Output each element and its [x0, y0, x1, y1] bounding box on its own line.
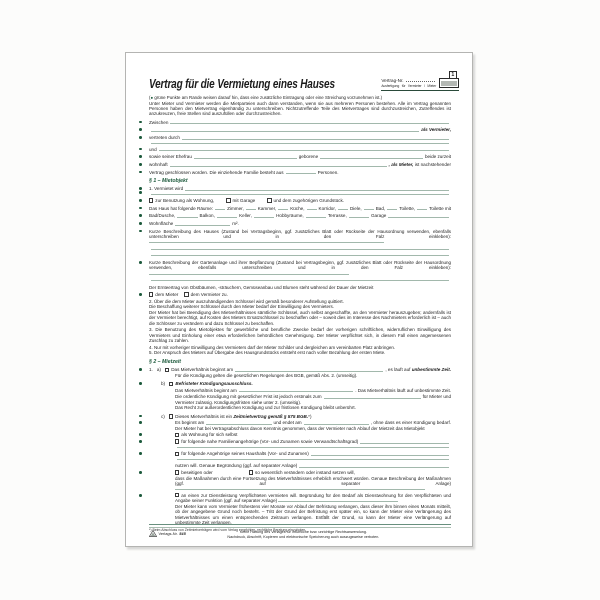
form-row-wohnflaeche	[149, 221, 451, 226]
page-number: 1	[451, 72, 455, 78]
fold-mark	[125, 301, 126, 302]
footer-disclaimer	[186, 530, 451, 540]
fill-blank[interactable]	[387, 209, 397, 210]
green-margin-dot-icon	[139, 191, 142, 194]
fill-blank[interactable]	[170, 123, 449, 124]
checkbox[interactable]	[175, 433, 179, 437]
label-room: Zimmer,	[227, 205, 244, 211]
checkbox[interactable]	[184, 292, 188, 296]
footnote: *) Beim Abschluss von Zeitmietverträgen wird vom Verlag empfohlen, rechtliche Beratung einzuholen.	[149, 527, 307, 532]
fill-blank[interactable]	[170, 166, 387, 167]
fill-blank[interactable]	[177, 217, 197, 218]
intro-paragraph: Unter Mieter und Vermieter werden die Mietparteien auch dann verstanden, wenn sie aus mehreren Personen bestehen. Alle im Vertrag genannten Personen haben den Mietvertrag eigenhändig zu unterschreiben. Nichtzutreffende Teile des Mietvertrages sind durchzustreichen, Zutreffendes ist anzukreuzen, freie Stellen sind auszufüllen oder durchzustreichen.	[149, 100, 451, 116]
fill-blank[interactable]	[151, 143, 449, 144]
label-room: Garage	[370, 213, 387, 219]
form-row-ehefrau	[149, 154, 451, 159]
form-row-und	[149, 147, 451, 152]
label-raeume-intro: Das Haus hat folgende Räume:	[149, 205, 214, 211]
fill-blank[interactable]	[417, 209, 427, 210]
label-zwischen: Zwischen	[149, 119, 169, 125]
green-margin-dot-icon	[139, 136, 142, 139]
form-row-continuation	[149, 143, 451, 145]
checkbox[interactable]	[149, 292, 153, 296]
fill-blank[interactable]	[304, 424, 369, 425]
form-row-wohnhaft	[149, 162, 451, 167]
paragraph-2c3: Der Mieter hat bei Vertragsabschluss davon Kenntnis genommen, dass der Vermieter nach Ablauf der Mietzeit das Mietobjekt	[175, 425, 425, 431]
fill-blank[interactable]	[177, 459, 449, 460]
paragraph-schluss: Der Mieter kann vom Vermieter frühestens vier Monate vor Ablauf der Befristung verlangen, dass dieser ihm binnen eines Monats mitteilt, ob der angegebene Grund noch besteht. – Tritt der Grund der Befristung erst später ein, so kann der Mieter eine Verlängerung des Mietverhältnisses um einen entsprechenden Zeitraum verlangen. Entfällt der Grund, so kann der Mieter eine Verlängerung auf unbestimmte Zeit verlangen.	[175, 504, 451, 525]
fill-blank[interactable]	[151, 131, 419, 132]
label-room: Terrasse,	[327, 213, 347, 219]
fill-blank[interactable]	[299, 467, 449, 468]
green-margin-dot-icon	[139, 433, 142, 436]
fill-blank[interactable]	[159, 150, 449, 151]
page-card-bar	[441, 81, 457, 86]
paragraph-2c: Der Mieter hat bei Beendigung des Mietverhältnisses sämtliche Schlüssel, auch selbst angeschaffte, an den Vermieter herauszugeben; andernfalls ist der Vermieter berechtigt, auf Kosten des Mieters Ersatzschlüssel zu beschaffen oder – soweit dies im Interesse des Nachmieters erforderlich ist – auch die Schlösser zu verändern und dazu Schlüssel zu beschaffen.	[149, 310, 451, 326]
green-margin-dot-icon	[139, 421, 142, 424]
green-margin-dot-icon	[139, 494, 142, 497]
label-nutzung-wohnung: zur Benutzung als Wohnung,	[155, 197, 215, 203]
label-b2: Die ordentliche Kündigung mit gesetzlicher Frist ist jedoch erstmals zum	[175, 394, 322, 400]
page-title: Vertrag für die Vermietung eines Hauses	[149, 77, 335, 91]
fill-blank[interactable]	[177, 447, 449, 448]
form-row-2a	[149, 367, 451, 372]
form-row-nutzen	[149, 463, 451, 468]
label-geborene: geborene	[298, 154, 319, 160]
form-row-continuation	[149, 194, 451, 196]
label-als-vermieter: als Vermieter,	[421, 127, 451, 133]
fill-blank[interactable]	[194, 158, 297, 159]
label-nachstehender: ist nachstehender	[414, 161, 451, 167]
paragraph-2a-sub: Für die Kündigung gelten die gesetzlichen Regelungen des BGB, gemäß Abs. 2. (umseitig).	[175, 372, 358, 378]
label-beide-zurzeit: beide zurzeit	[424, 154, 451, 160]
fill-blank[interactable]	[306, 217, 326, 218]
green-margin-dot-icon	[139, 187, 142, 190]
label-vertreten-durch: vertreten durch	[149, 134, 180, 140]
label-room: Kammer,	[257, 205, 277, 211]
green-margin-dot-icon	[139, 171, 142, 174]
fill-blank[interactable]	[206, 424, 271, 425]
label-ohne-kuendigung: , ohne dass es einer Kündigung bedarf.	[370, 420, 451, 426]
label-beginn-a: Das Mietverhältnis beginnt am	[171, 366, 234, 372]
fill-blank[interactable]	[151, 249, 449, 250]
form-row-ernte-choice	[149, 292, 451, 297]
form-row-vertreten	[149, 135, 451, 140]
form-row-continuation	[149, 459, 451, 461]
fill-blank[interactable]	[175, 225, 230, 226]
paragraph-2b4: Das Recht zur außerordentlichen Kündigung und zur fristlosen Kündigung bleibt unberührt.	[175, 405, 356, 411]
form-row-nutzung	[149, 198, 451, 203]
fill-blank[interactable]	[278, 498, 398, 502]
page-card-body	[439, 78, 459, 89]
fill-blank[interactable]	[185, 190, 449, 191]
opt5-text: an einen zur Dienstleistung Verpflichteten vermieten will. Begründung für den Bedarf als Dienstwohnung für den Verpflichteten und Angabe seiner Funktion (ggf. auf separater Anlage)	[175, 492, 451, 504]
label-befristeter-ausschluss: Befristeter Kündigungsausschluss.	[175, 380, 253, 386]
label-room: Diele,	[349, 205, 362, 211]
form-row-2c2	[149, 420, 451, 425]
label-und: und	[149, 146, 157, 152]
label-opt4b: so wesentlich verändern oder instand setzen will,	[255, 469, 355, 475]
form-row-zwischen	[149, 120, 451, 125]
label-room: Korridor,	[318, 205, 336, 211]
label-opt1: als Wohnung für sich selbst	[181, 432, 238, 438]
checkbox[interactable]	[169, 414, 173, 418]
form-row-familie	[149, 170, 451, 175]
label-1: 1.	[149, 366, 153, 372]
fill-blank[interactable]	[338, 209, 348, 210]
label-dem-vermieter: dem Vermieter zu.	[190, 291, 228, 297]
paragraph-desc-haus	[149, 229, 451, 245]
checkbox[interactable]	[267, 198, 271, 202]
section-1-heading: § 1 – Mietobjekt	[149, 177, 188, 184]
contract-number-label: Vertrag-Nr.	[381, 77, 404, 83]
label-personen: Personen.	[317, 169, 339, 175]
fill-blank[interactable]	[388, 217, 449, 218]
label-qm: m².	[232, 220, 239, 226]
fill-blank[interactable]	[151, 194, 449, 195]
disclaimer-line-1: Keine Haftung des Verlages für irrtümliche bzw. unrichtige Rechtsanwendung.	[239, 530, 367, 535]
disclaimer-line-2: Nachdruck, Abschrift, Kopieren und elektronische Speicherung auch auszugsweise verboten.	[227, 535, 380, 540]
form-row-vermieter	[149, 127, 451, 132]
contract-number-block	[381, 71, 459, 91]
label-grundstueck: und dem zugehörigen Grundstück.	[273, 197, 345, 203]
green-margin-dot-icon	[139, 368, 142, 371]
paragraph-3: 3. Die Benutzung des Mietobjektes für gewerbliche und berufliche Zwecke bedarf der vorherigen schriftlichen, widerruflichen Einwilligung des Vermieters und Einholung einer etwa erforderlichen behördlichen Genehmigung. Der Mieter verpflichtet sich, in diesem Fall einen angemessenen Zuschlag zu zahlen.	[149, 327, 451, 343]
form-row-vermietet	[149, 186, 451, 191]
green-margin-dot-icon: ●	[150, 94, 154, 100]
label-b1-tail: . Das Mietverhältnis läuft auf unbestimmte Zeit.	[355, 387, 451, 393]
label-familie: Vertrag geschlossen worden. Die einziehende Familie besteht aus	[149, 169, 284, 175]
green-margin-dot-icon	[139, 440, 142, 443]
label-b: b)	[161, 380, 166, 386]
fill-blank[interactable]	[278, 209, 288, 210]
green-margin-dot-icon	[139, 452, 142, 455]
checkbox[interactable]	[175, 493, 179, 497]
publisher-block	[149, 530, 186, 537]
fill-blank[interactable]	[364, 209, 374, 210]
form-row-continuation	[149, 447, 451, 449]
label-room: Hobbyräume,	[276, 213, 304, 219]
label-wohnhaft: wohnhaft	[149, 161, 168, 167]
note-open: (	[149, 94, 151, 100]
paragraph-2b3: Vermieter zulässig. Kündigungsfristen siehe unter 2. (umseitig).	[175, 399, 302, 405]
green-margin-dot-icon	[139, 222, 142, 225]
fill-blank[interactable]	[360, 443, 449, 444]
form-row-continuation	[149, 249, 451, 251]
label-als-mieter: , als Mieter,	[388, 161, 414, 167]
label-dem-mieter: dem Mieter	[155, 291, 179, 297]
label-opt3: für folgende Angehörige seines Haushalts (Vor- und Zunamen)	[181, 450, 309, 456]
form-row-rooms-1	[149, 206, 451, 211]
paragraph-desc-garten	[149, 260, 451, 276]
green-margin-dot-icon	[139, 148, 142, 151]
label-unbestimmte-zeit: unbestimmte Zeit.	[411, 366, 451, 372]
fill-blank[interactable]	[311, 455, 449, 456]
label-c: c)	[161, 413, 165, 419]
green-margin-dot-icon	[139, 121, 142, 124]
contract-form-page	[125, 52, 473, 547]
green-margin-dot-icon	[139, 207, 142, 210]
label-und-endet: und endet am	[273, 420, 302, 426]
desc-haus-text: Kurze Beschreibung des Hauses (Zustand bei Vertragsbeginn, ggf. zusätzliches Blatt oder Rückseite der Hausordnung verwenden, ebenfalls unterschreiben und in den Falz einkleben):	[149, 228, 451, 239]
fill-blank[interactable]	[215, 209, 225, 210]
page-footer	[149, 524, 451, 540]
fill-blank[interactable]	[286, 173, 316, 174]
fill-blank[interactable]	[235, 371, 383, 372]
green-margin-dot-icon	[139, 230, 142, 233]
label-es-beginnt: Es beginnt am	[175, 420, 205, 426]
label-opt2: für folgende nahe Familienangehörige (Vor- und Zunamen sowie Verwandtschaftsgrad)	[181, 438, 359, 444]
fill-blank[interactable]	[320, 158, 423, 159]
copy-for-label: Ausfertigung für Vermieter / Mieter	[381, 84, 437, 88]
green-margin-dot-icon	[139, 293, 142, 296]
page-header	[149, 67, 455, 91]
checkbox[interactable]	[149, 198, 153, 202]
label-room: Toilette mit	[429, 205, 452, 211]
label-c-text: Dieses Mietverhältnis ist ein	[175, 413, 233, 419]
checkbox[interactable]	[165, 368, 169, 372]
green-margin-dot-icon	[139, 128, 142, 131]
fill-blank[interactable]	[151, 255, 449, 256]
green-margin-dot-icon	[139, 261, 142, 264]
fill-blank[interactable]	[246, 209, 256, 210]
fill-blank[interactable]	[254, 217, 274, 218]
fill-blank[interactable]	[217, 217, 237, 218]
label-room: Bad,	[375, 205, 386, 211]
green-dot-note	[149, 95, 451, 100]
form-row-opt2	[149, 439, 451, 444]
fill-blank[interactable]	[182, 139, 449, 140]
label-room: Toilette,	[399, 205, 416, 211]
paragraph-ernte: Der Ernteertrag von Obstbäumen, -sträuchern, Gemüseanbau und Blumen steht während der Dauer der Mietzeit	[149, 285, 374, 291]
label-a-tail: , es läuft auf	[385, 366, 411, 372]
verlag-number: 545	[179, 531, 186, 537]
label-a: a)	[156, 366, 161, 372]
fill-blank[interactable]	[307, 209, 317, 210]
checkbox[interactable]	[175, 470, 179, 474]
footer-rule	[149, 524, 451, 528]
label-ehefrau: sowie seiner Ehefrau	[149, 154, 192, 160]
label-nutzen: nutzen will. Genaue Begründung (ggf. auf separater Anlage)	[175, 463, 298, 468]
paragraph-opt5	[149, 493, 451, 504]
desc-garten-text: Kurze Beschreibung der Gartenanlage und ihrer Bepflanzung (Zustand bei Vertragsbeginn, ggf. zusätzliches Blatt oder Rückseite der Hausordnung verwenden, ebenfalls unterschreiben und in den Falz einkleben):	[149, 259, 451, 271]
form-row-rooms-2	[149, 213, 451, 218]
paragraph-4: 4. Nur mit vorheriger Einwilligung des Vermieters darf der Mieter Schilder und dergleichen am vereinbarten Platz anbringen.	[149, 344, 396, 350]
contract-number-texts	[381, 78, 439, 88]
label-b1: Das Mietverhältnis beginnt am	[175, 387, 237, 393]
form-row-continuation	[149, 255, 451, 257]
label-opt4a: beseitigen oder	[181, 469, 213, 475]
green-margin-dot-icon	[139, 199, 142, 202]
verlag-label: Verlags-Nr.	[158, 531, 178, 537]
form-row-opt1	[149, 432, 451, 437]
green-margin-dot-icon	[139, 382, 142, 385]
paragraph-5: 5. Der Anspruch des Mieters auf Übergabe des Hausgrundstücks entsteht erst nach voller Bezahlung der ersten Miete.	[149, 350, 386, 356]
checkbox[interactable]	[169, 382, 173, 386]
section-2-heading: § 2 – Mietzeit	[149, 358, 182, 365]
green-margin-dot-icon	[139, 214, 142, 217]
page-1-card-icon	[439, 71, 459, 88]
form-row-opt4	[149, 470, 451, 475]
label-footnote-star: *)	[308, 413, 312, 419]
label-vermietet-wird: 1. Vermietet wird	[149, 186, 184, 192]
green-margin-dot-icon	[139, 163, 142, 166]
label-room: Keller,	[239, 213, 252, 219]
green-margin-dot-icon	[139, 471, 142, 474]
triangle-publisher-logo-icon	[149, 530, 157, 537]
paragraph-2b: Die Beschaffung weiterer Schlüssel durch den Mieter bedarf der Einwilligung des Vermieters.	[149, 304, 335, 310]
contract-number-row	[381, 78, 436, 83]
form-row-2b2	[149, 394, 451, 399]
fill-blank[interactable]	[149, 270, 349, 274]
fill-blank[interactable]	[239, 391, 353, 392]
massnahmen-text: dass die Maßnahmen durch eine Fortsetzung des Mietverhältnisses erheblich erschwert würden. Genaue Beschreibung der Maßnahmen (ggf. auf separater Anlage)	[175, 475, 451, 486]
label-b2-tail: für Mieter und	[422, 394, 451, 400]
fill-blank[interactable]	[349, 217, 369, 218]
checkbox[interactable]	[226, 198, 230, 202]
form-row-continuation	[149, 280, 451, 282]
fill-blank[interactable]	[151, 280, 449, 281]
note-text: grüne Punkte am Rande weisen darauf hin, dass eine zusätzliche Eintragung oder eine Streichung vorzunehmen ist.)	[154, 94, 383, 100]
label-wohnflaeche: Wohnfläche	[149, 220, 174, 226]
label-room: Bad/Dusche,	[149, 213, 176, 219]
checkbox[interactable]	[249, 470, 253, 474]
form-row-opt3	[149, 451, 451, 456]
form-row-2b	[149, 381, 451, 386]
fill-blank[interactable]	[175, 486, 425, 490]
fill-blank[interactable]	[149, 239, 384, 243]
contract-number-field[interactable]	[406, 81, 436, 82]
green-margin-dot-icon	[139, 415, 142, 418]
form-row-2b1	[149, 388, 451, 393]
green-margin-dot-icon	[139, 155, 142, 158]
checkbox[interactable]	[175, 452, 179, 456]
label-mit-garage: mit Garage	[232, 197, 256, 203]
label-room: Balkon,	[199, 213, 215, 219]
label-room: Küche,	[290, 205, 305, 211]
checkbox[interactable]	[175, 439, 179, 443]
paragraph-massnahmen	[149, 476, 451, 492]
form-row-2c	[149, 414, 451, 419]
label-zeitmietvertrag: Zeitmietvertrag gemäß § 575 BGB.	[233, 413, 309, 419]
paragraph-2a: 2. Über die dem Mieter auszuhändigenden Schlüssel wird gemäß besonderer Aufstellung quittiert.	[149, 298, 344, 304]
fill-blank[interactable]	[324, 398, 421, 399]
